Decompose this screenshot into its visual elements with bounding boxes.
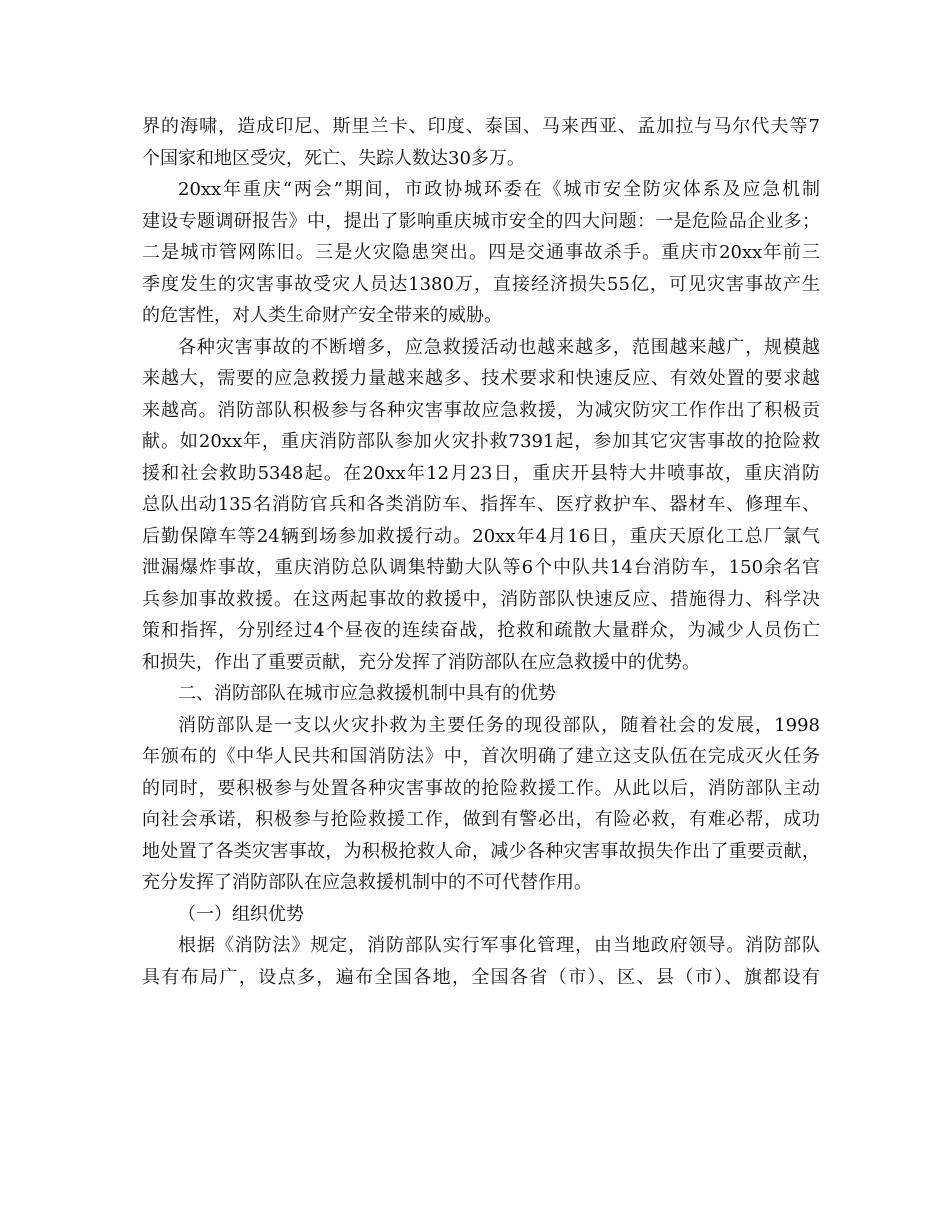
text-line: 20xx年重庆“两会”期间，市政协城环委在《城市安全防灾体系及应急机制: [178, 179, 820, 200]
text-line: 界的海啸，造成印尼、斯里兰卡、印度、泰国、马来西亚、孟加拉与马尔代夫等7: [142, 116, 820, 137]
text-line: 总队出动135名消防官兵和各类消防车、指挥车、医疗救护车、器材车、修理车、: [142, 494, 820, 515]
text-line: 建设专题调研报告》中，提出了影响重庆城市安全的四大问题：一是危险品企业多；: [142, 210, 820, 232]
text-line: 季度发生的灾害事故受灾人员达1380万，直接经济损失55亿，可见灾害事故产生: [142, 273, 820, 295]
text-line: 二是城市管网陈旧。三是火灾隐患突出。四是交通事故杀手。重庆市20xx年前三: [142, 242, 820, 263]
text-line: 泄漏爆炸事故，重庆消防总队调集特勤大队等6个中队共14台消防车，150余名官: [142, 557, 820, 578]
text-line: 地处置了各类灾害事故，为积极抢救人命，减少各种灾害事故损失作出了重要贡献，: [142, 840, 820, 862]
text-line: 具有布局广，设点多，遍布全国各地，全国各省（市）、区、县（市）、旗都设有: [142, 966, 820, 988]
text-line: 根据《消防法》规定，消防部队实行军事化管理，由当地政府领导。消防部队: [178, 935, 820, 956]
text-line: （一）组织优势: [178, 903, 304, 925]
text-line: 后勤保障车等24辆到场参加救援行动。20xx年4月16日，重庆天原化工总厂氯气: [142, 525, 820, 547]
text-line: 来越大，需要的应急救援力量越来越多、技术要求和快速反应、有效处置的要求越: [142, 368, 820, 389]
text-line: 献。如20xx年，重庆消防部队参加火灾扑救7391起，参加其它灾害事故的抢险救: [142, 431, 820, 452]
text-line: 二、消防部队在城市应急救援机制中具有的优势: [178, 683, 556, 704]
text-line: 年颁布的《中华人民共和国消防法》中，首次明确了建立这支队伍在完成灭火任务: [142, 746, 820, 767]
text-line: 的危害性，对人类生命财产安全带来的威胁。: [142, 305, 502, 326]
text-line: 消防部队是一支以火灾扑救为主要任务的现役部队，随着社会的发展，1998: [178, 714, 820, 736]
text-line: 来越高。消防部队积极参与各种灾害事故应急救援，为减灾防灾工作作出了积极贡: [142, 399, 820, 421]
text-line: 策和指挥，分别经过4个昼夜的连续奋战，抢救和疏散大量群众，为减少人员伤亡: [142, 620, 820, 641]
text-line: 的同时，要积极参与处置各种灾害事故的抢险救援工作。从此以后，消防部队主动: [142, 777, 820, 799]
document-body: [142, 111, 820, 993]
text-line: 兵参加事故救援。在这两起事故的救援中，消防部队快速反应、措施得力、科学决: [142, 588, 820, 610]
text-line: 各种灾害事故的不断增多，应急救援活动也越来越多，范围越来越广，规模越: [178, 336, 820, 358]
text-line: 充分发挥了消防部队在应急救援机制中的不可代替作用。: [142, 872, 592, 893]
text-line: 和损失，作出了重要贡献，充分发挥了消防部队在应急救援中的优势。: [142, 651, 700, 673]
text-line: 个国家和地区受灾，死亡、失踪人数达30多万。: [142, 147, 525, 169]
text-line: 援和社会救助5348起。在20xx年12月23日，重庆开县特大井喷事故，重庆消防: [142, 462, 820, 484]
text-line: 向社会承诺，积极参与抢险救援工作，做到有警必出，有险必救，有难必帮，成功: [142, 809, 820, 830]
